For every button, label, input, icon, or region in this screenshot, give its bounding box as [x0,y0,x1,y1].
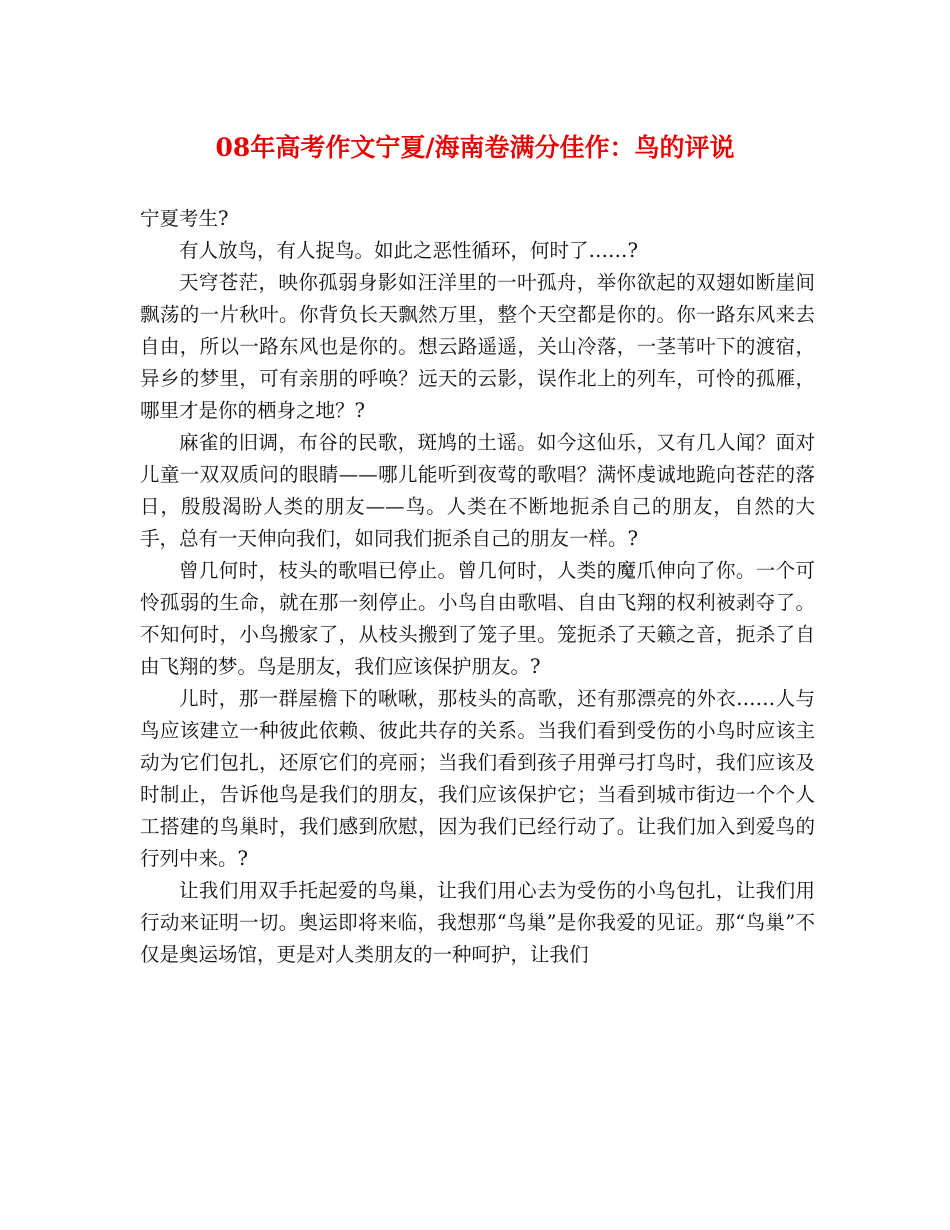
document-body [140,203,815,971]
paragraph-6: 让我们用双手托起爱的鸟巢，让我们用心去为受伤的小鸟包扎，让我们用行动来证明一切。奥运即将来临，我想那“鸟巢”是你我爱的见证。那“鸟巢”不仅是奥运场馆，更是对人类朋友的一种呵护，让我们 [140,879,815,966]
paragraph-4: 曾几何时，枝头的歌唱已停止。曾几何时，人类的魔爪伸向了你。一个可怜孤弱的生命，就在那一刻停止。小鸟自由歌唱、自由飞翔的权利被剥夺了。不知何时，小鸟搬家了，从枝头搬到了笼子里。笼扼杀了天籁之音，扼杀了自由飞翔的梦。鸟是朋友，我们应该保护朋友。? [140,559,815,678]
paragraph-3: 麻雀的旧调，布谷的民歌，斑鸠的土谣。如今这仙乐，又有几人闻？面对儿童一双双质问的眼睛——哪儿能听到夜莺的歌唱？满怀虔诚地跪向苍茫的落日，殷殷渴盼人类的朋友——鸟。人类在不断地扼杀自己的朋友，自然的大手，总有一天伸向我们，如同我们扼杀自己的朋友一样。? [140,431,815,550]
paragraph-5: 儿时，那一群屋檐下的啾啾，那枝头的高歌，还有那漂亮的外衣……人与鸟应该建立一种彼此依赖、彼此共存的关系。当我们看到受伤的小鸟时应该主动为它们包扎，还原它们的亮丽；当我们看到孩子用弹弓打鸟时，我们应该及时制止，告诉他鸟是我们的朋友，我们应该保护它；当看到城市街边一个个人工搭建的鸟巢时，我们感到欣慰，因为我们已经行动了。让我们加入到爱鸟的行列中来。? [140,687,815,870]
document-title: 08年高考作文宁夏/海南卷满分佳作：鸟的评说 [215,133,735,162]
paragraph-1: 有人放鸟，有人捉鸟。如此之恶性循环，何时了……? [179,239,638,262]
author-line: 宁夏考生? [140,207,229,230]
paragraph-2: 天穹苍茫，映你孤弱身影如汪洋里的一叶孤舟，举你欲起的双翅如断崖间飘荡的一片秋叶。你背负长天飘然万里，整个天空都是你的。你一路东风来去自由，所以一路东风也是你的。想云路遥遥，关山冷落，一茎苇叶下的渡宿，异乡的梦里，可有亲朋的呼唤？远天的云影，误作北上的列车，可怜的孤雁，哪里才是你的栖身之地？? [140,271,815,422]
